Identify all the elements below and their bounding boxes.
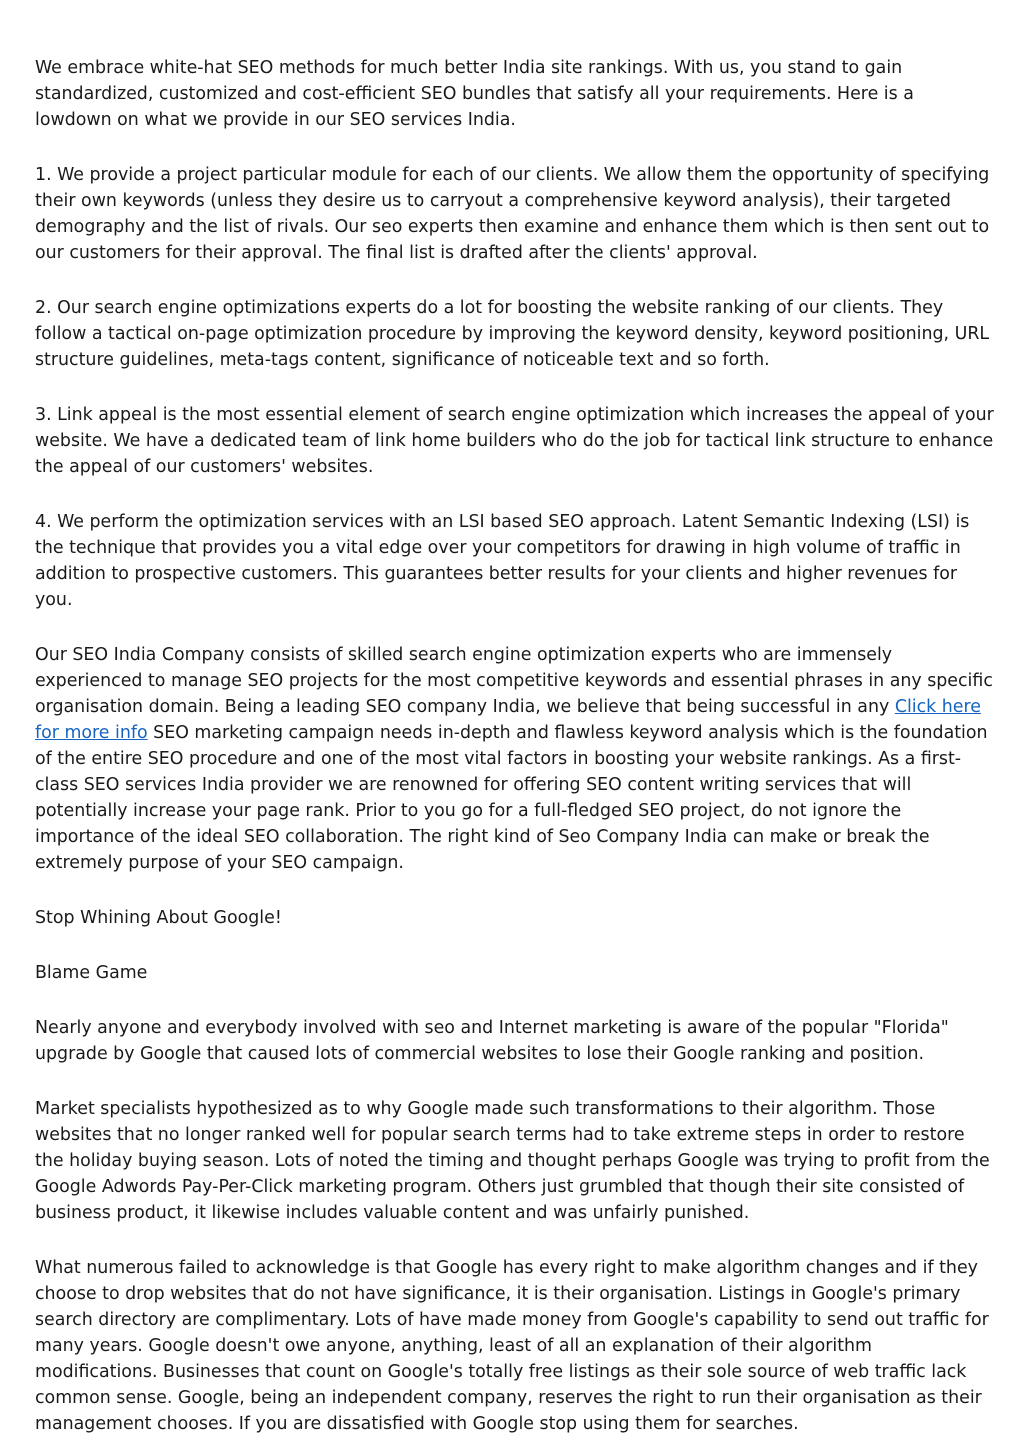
paragraph-intro: We embrace white-hat SEO methods for much better India site rankings. With us, you stand to gain standardized, customized and cost-efficient SEO bundles that satisfy all your requirements. Here is a lowdown on what we provide in our SEO services India. xyxy=(35,58,914,130)
more-info-link[interactable]: Click here for more info xyxy=(35,697,981,743)
paragraph-point-4: 4. We perform the optimization services with an LSI based SEO approach. Latent Semantic Indexing (LSI) is the technique that provides you a vital edge over your competitors for drawing in high volume of traffic in addition to prospective customers. This guarantees better results for your clients and higher revenues for you. xyxy=(35,512,970,610)
heading-stop-whining: Stop Whining About Google! xyxy=(35,908,282,928)
paragraph-point-1: 1. We provide a project particular module for each of our clients. We allow them the opportunity of specifying their own keywords (unless they desire us to carryout a comprehensive keyword analysis), their targeted demography and the list of rivals. Our seo experts then examine and enhance them which is then sent out to our customers for their approval. The final list is drafted after the clients' approval. xyxy=(35,165,990,263)
paragraph-market-specialists: Market specialists hypothesized as to why Google made such transformations to their algorithm. Those websites that no longer ranked well for popular search terms had to take extreme steps in order to restore the holiday buying season. Lots of noted the timing and thought perhaps Google was trying to profit from the Google Adwords Pay-Per-Click marketing program. Others just grumbled that though their site consisted of business product, it likewise includes valuable content and was unfairly punished. xyxy=(35,1099,990,1223)
paragraph-point-3: 3. Link appeal is the most essential element of search engine optimization which increases the appeal of your website. We have a dedicated team of link home builders who do the job for tactical link structure to enhance the appeal of our customers' websites. xyxy=(35,405,994,477)
paragraph-florida-update: Nearly anyone and everybody involved with seo and Internet marketing is aware of the popular "Florida" upgrade by Google that caused lots of commercial websites to lose their Google ranking and position. xyxy=(35,1018,949,1064)
paragraph-company-text-before: Our SEO India Company consists of skilled search engine optimization experts who are immensely experienced to manage SEO projects for the most competitive keywords and essential phrases in any specific organisation domain. Being a leading SEO company India, we believe that being successful in any xyxy=(35,645,993,717)
paragraph-google-rights: What numerous failed to acknowledge is that Google has every right to make algorithm changes and if they choose to drop websites that do not have significance, it is their organisation. Listings in Google's primary search directory are complimentary. Lots of have made money from Google's capability to send out traffic for many years. Google doesn't owe anyone, anything, least of all an explanation of their algorithm modifications. Businesses that count on Google's totally free listings as their sole source of web traffic lack common sense. Google, being an independent company, reserves the right to run their organisation as their management chooses. If you are dissatisfied with Google stop using them for searches. xyxy=(35,1258,989,1434)
heading-blame-game: Blame Game xyxy=(35,963,148,983)
paragraph-point-2: 2. Our search engine optimizations experts do a lot for boosting the website ranking of our clients. They follow a tactical on-page optimization procedure by improving the keyword density, keyword positioning, URL structure guidelines, meta-tags content, significance of noticeable text and so forth. xyxy=(35,298,990,370)
paragraph-company-text-after: SEO marketing campaign needs in-depth and flawless keyword analysis which is the foundation of the entire SEO procedure and one of the most vital factors in boosting your website rankings. As a first-class SEO services India provider we are renowned for offering SEO content writing services that will potentially increase your page rank. Prior to you go for a full-fledged SEO project, do not ignore the importance of the ideal SEO collaboration. The right kind of Seo Company India can make or break the extremely purpose of your SEO campaign. xyxy=(35,723,988,873)
paragraph-company xyxy=(35,642,994,876)
